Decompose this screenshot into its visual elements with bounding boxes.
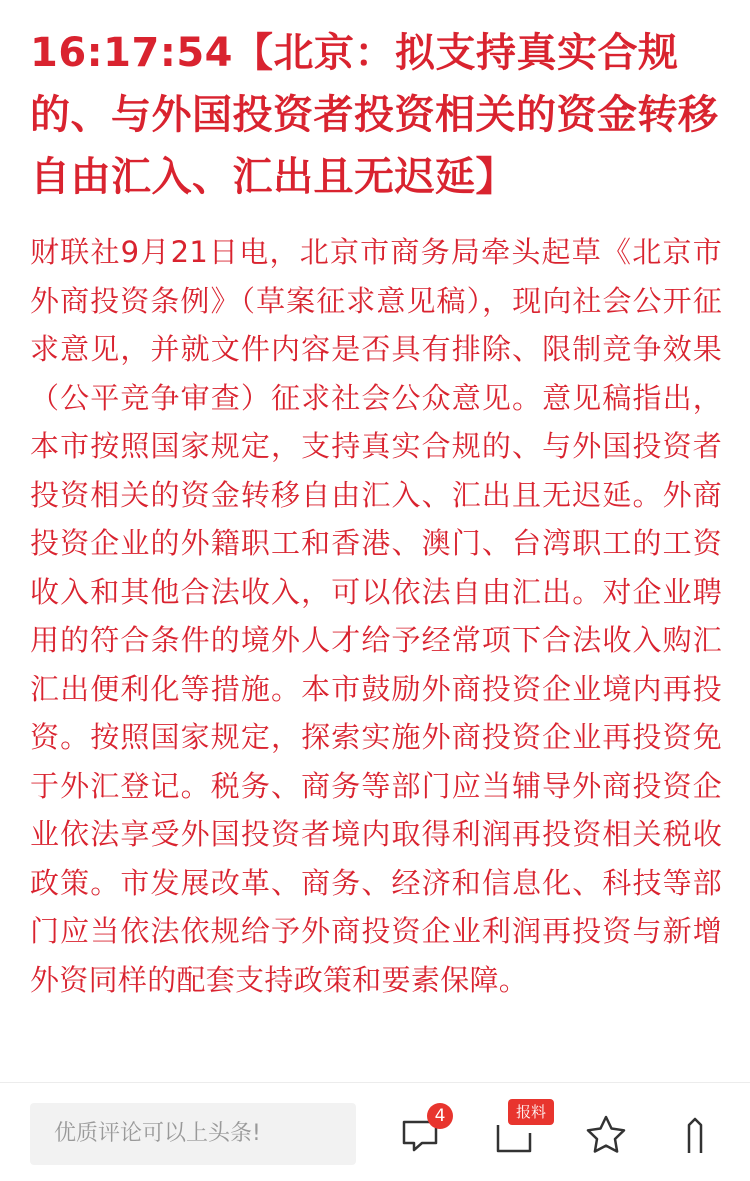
bottom-action-bar [0,1082,750,1181]
share-icon[interactable] [675,1113,719,1157]
star-icon[interactable] [584,1113,628,1157]
comment-placeholder: 优质评论可以上头条! [54,1121,261,1146]
comment-count-badge: 4 [427,1103,453,1129]
report-badge: 报料 [508,1099,554,1125]
article-body: 财联社9月21日电，北京市商务局牵头起草《北京市外商投资条例》（草案征求意见稿），现向社会公开征求意见，并就文件内容是否具有排除、限制竞争效果（公平竞争审查）征求社会公众意见。意见稿指出，本市按照国家规定，支持真实合规的、与外国投资者投资相关的资金转移自由汇入、汇出且无迟延。外商投资企业的外籍职工和香港、澳门、台湾职工的工资收入和其他合法收入，可以依法自由汇出。对企业聘用的符合条件的境外人才给予经常项下合法收入购汇汇出便利化等措施。本市鼓励外商投资企业境内再投资。按照国家规定，探索实施外商投资企业再投资免于外汇登记。税务、商务等部门应当辅导外商投资企业依法享受外国投资者境内取得利润再投资相关税收政策。市发展改革、商务、经济和信息化、科技等部门应当依法依规给予外商投资企业利润再投资与新增外资同样的配套支持政策和要素保障。 [30,235,722,997]
comment-input[interactable] [30,1103,356,1165]
article-headline: 16:17:54【北京：拟支持真实合规的、与外国投资者投资相关的资金转移自由汇入、汇出且无迟延】 [30,30,719,200]
